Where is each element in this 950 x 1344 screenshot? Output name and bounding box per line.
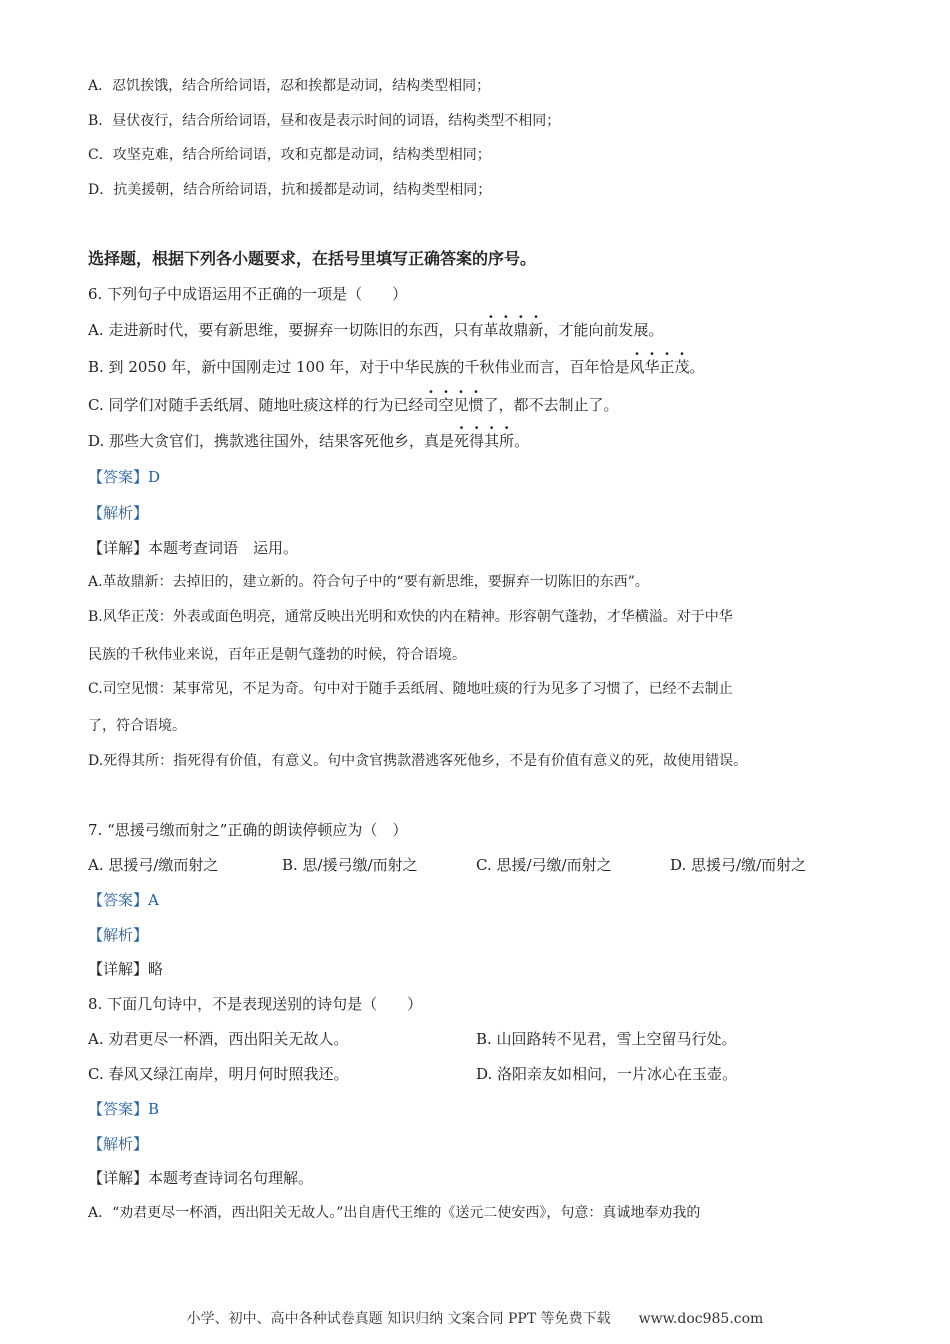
q6-d-idiom-char: 其 [484, 432, 500, 450]
q6-explanation-c2: 了，符合语境。 [88, 718, 186, 734]
q6-d-text: D. 那些大贪官们，携款逃往国外，结果客死他乡，真是 [88, 432, 455, 450]
q8-option-b: B. 山回路转不见君，雪上空留马行处。 [476, 1030, 737, 1048]
q6-a-idiom-char: 故 [498, 321, 514, 339]
q8-option-d: D. 洛阳亲友如相问，一片冰心在玉壶。 [476, 1065, 738, 1083]
section-heading: 选择题，根据下列各小题要求，在括号里填写正确答案的序号。 [88, 249, 537, 268]
q6-c-idiom-char: 见 [453, 396, 469, 414]
q6-explanation-a: A.革故鼎新：去掉旧的，建立新的。符合句子中的“要有新思维，要摒弃一切陈旧的东西”。 [88, 574, 649, 590]
q6-c-idiom-char: 空 [438, 396, 454, 414]
q6-a-text: A. 走进新时代，要有新思维，要摒弃一切陈旧的东西，只有 [88, 321, 484, 339]
q6-a-text-end: ，才能向前发展。 [543, 321, 664, 339]
q6-option-c [88, 395, 619, 415]
q6-c-idiom-char: 司 [423, 396, 439, 414]
q6-option-b [88, 357, 705, 377]
q6-a-idiom-char: 新 [528, 321, 544, 339]
q6-d-idiom-char: 死 [454, 432, 470, 450]
q7-option-d: D. 思援弓/缴/而射之 [670, 856, 807, 874]
q6-b-idiom-char: 风 [629, 358, 645, 376]
q7-answer: 【答案】A [88, 891, 159, 909]
q7-analysis-label: 【解析】 [88, 926, 149, 944]
q8-stem: 8. 下面几句诗中，不是表现送别的诗句是（ ） [88, 995, 423, 1013]
q6-answer: 【答案】D [88, 468, 161, 486]
q6-b-idiom-char: 茂 [674, 358, 690, 376]
q8-option-c: C. 春风又绿江南岸，明月何时照我还。 [88, 1065, 349, 1083]
q8-detail: 【详解】本题考查诗词名句理解。 [88, 1169, 314, 1187]
q6-b-text: B. 到 2050 年，新中国刚走过 100 年，对于中华民族的千秋伟业而言，百年恰是 [88, 358, 630, 376]
q7-option-a: A. 思援弓/缴而射之 [88, 856, 219, 874]
q6-d-idiom-char: 所 [499, 432, 515, 450]
q6-explanation-b2: 民族的千秋伟业来说，百年正是朝气蓬勃的时候，符合语境。 [88, 647, 466, 663]
q6-b-idiom-char: 正 [659, 358, 675, 376]
q8-option-a: A. 劝君更尽一杯酒，西出阳关无故人。 [88, 1030, 349, 1048]
q6-d-text-end: 。 [514, 432, 530, 450]
q6-stem: 6. 下列句子中成语运用不正确的一项是（ ） [88, 285, 408, 303]
q7-stem: 7. “思援弓缴而射之”正确的朗读停顿应为（ ） [88, 821, 408, 839]
q6-option-a [88, 320, 663, 340]
q6-b-idiom-char: 华 [644, 358, 660, 376]
q6-option-d [88, 431, 529, 451]
q6-c-idiom-char: 惯 [468, 396, 484, 414]
q6-b-text-end: 。 [689, 358, 705, 376]
q6-c-text: C. 同学们对随手丢纸屑、随地吐痰这样的行为已经 [88, 396, 424, 414]
q6-explanation-d: D.死得其所：指死得有价值，有意义。句中贪官携款潜逃客死他乡，不是有价值有意义的死，故使用错误。 [88, 753, 748, 769]
q6-analysis-label: 【解析】 [88, 504, 149, 522]
prev-explanation-d: D．抗美援朝，结合所给词语，抗和援都是动词，结构类型相同； [88, 182, 492, 198]
q6-detail: 【详解】本题考查词语 运用。 [88, 539, 299, 557]
q8-analysis-label: 【解析】 [88, 1135, 149, 1153]
q8-explanation-a: A．“劝君更尽一杯酒，西出阳关无故人。”出自唐代王维的《送元二使安西》，句意：真诚地奉劝我的 [88, 1205, 701, 1221]
prev-explanation-a: A．忍饥挨饿，结合所给词语，忍和挨都是动词，结构类型相同； [88, 78, 491, 94]
q7-option-b: B. 思/援弓缴/而射之 [282, 856, 418, 874]
prev-explanation-c: C．攻坚克难，结合所给词语，攻和克都是动词，结构类型相同； [88, 147, 491, 163]
q6-d-idiom-char: 得 [469, 432, 485, 450]
q6-c-text-end: 了，都不去制止了。 [483, 396, 619, 414]
q7-option-c: C. 思援/弓缴/而射之 [476, 856, 612, 874]
q6-a-idiom-char: 革 [483, 321, 499, 339]
q8-answer: 【答案】B [88, 1100, 160, 1118]
q6-explanation-b1: B.风华正茂：外表或面色明亮，通常反映出光明和欢快的内在精神。形容朝气蓬勃，才华横溢。对于中华 [88, 609, 733, 625]
q6-a-idiom-char: 鼎 [513, 321, 529, 339]
prev-explanation-b: B．昼伏夜行，结合所给词语，昼和夜是表示时间的词语，结构类型不相同； [88, 113, 561, 129]
q6-explanation-c1: C.司空见惯：某事常见，不足为奇。句中对于随手丢纸屑、随地吐痰的行为见多了习惯了，已经不去制止 [88, 681, 733, 697]
page-footer: 小学、初中、高中各种试卷真题 知识归纳 文案合同 PPT 等免费下载 www.doc985.com [186, 1311, 764, 1327]
q7-detail: 【详解】略 [88, 960, 164, 978]
